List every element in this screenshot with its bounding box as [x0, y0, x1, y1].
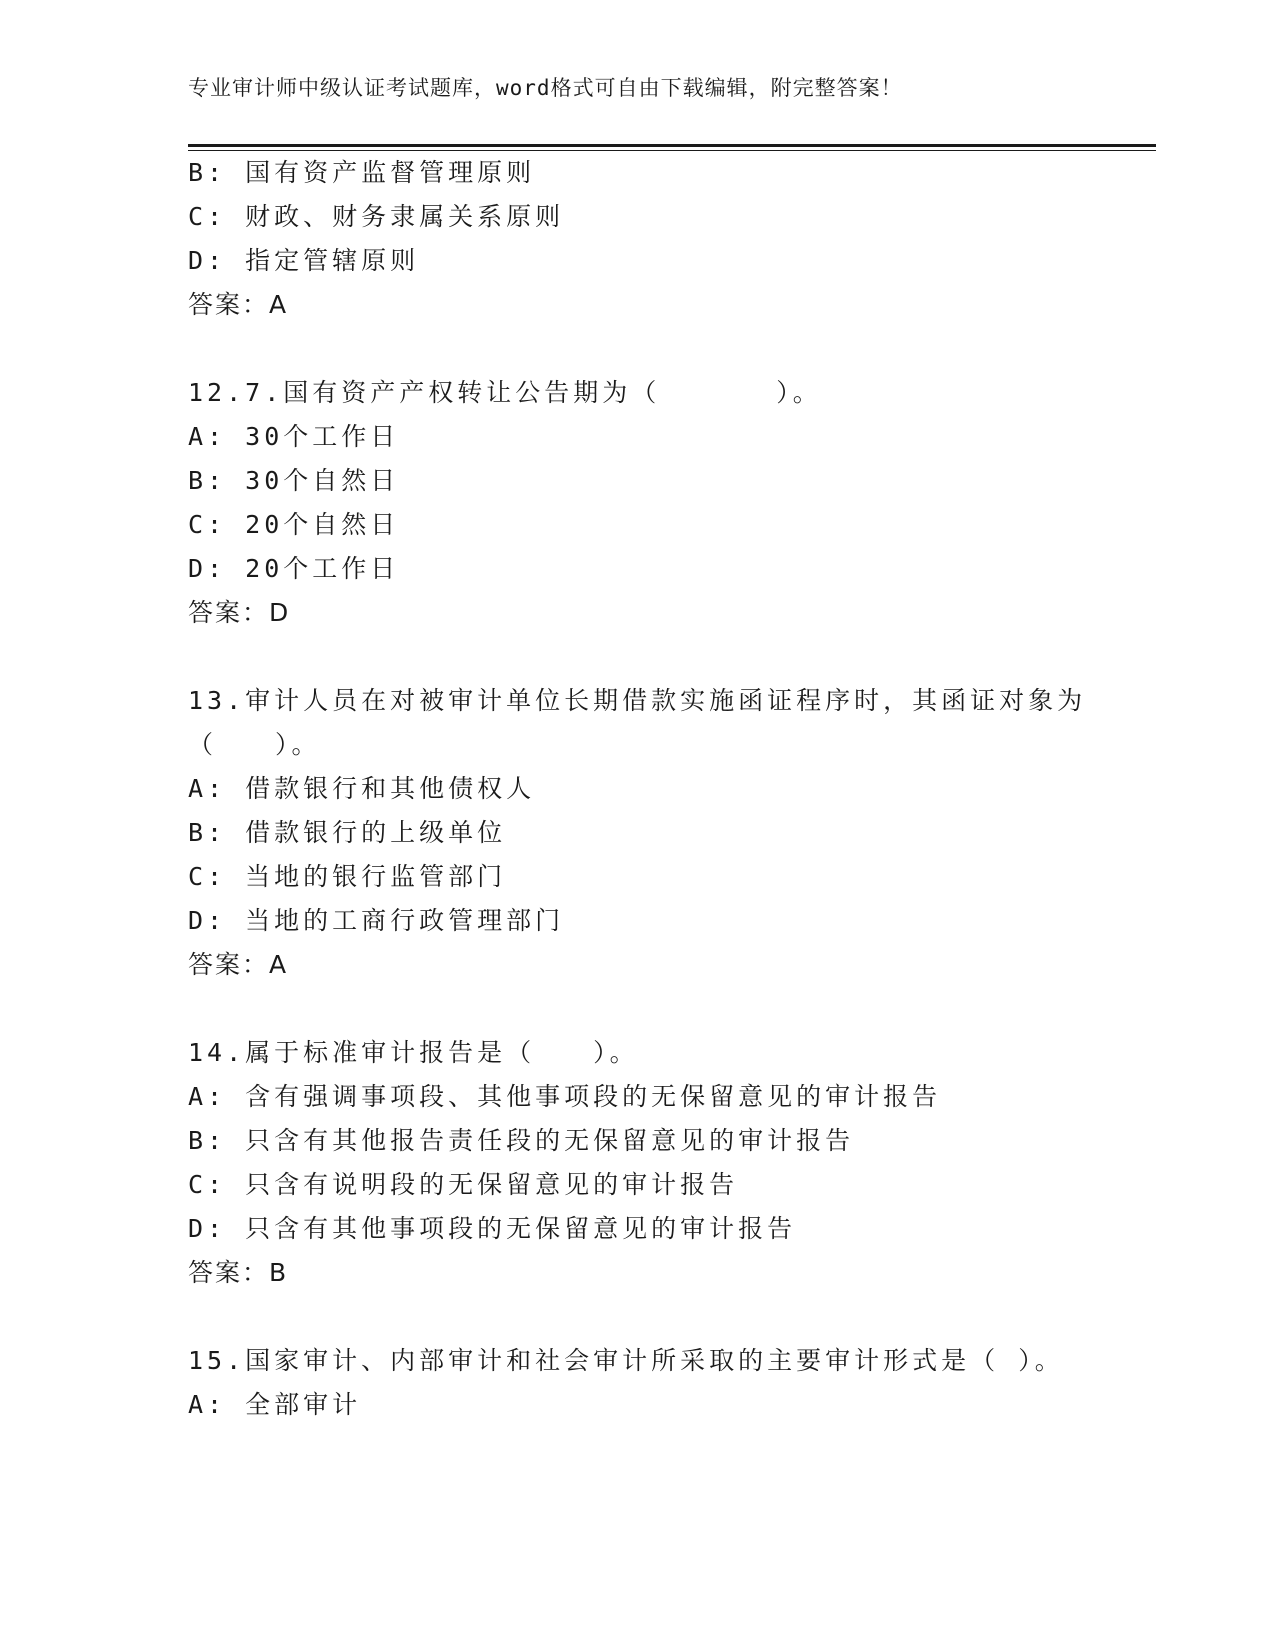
page-header: 专业审计师中级认证考试题库，word格式可自由下载编辑，附完整答案！	[188, 76, 903, 100]
line-16: D: 当地的工商行政管理部门	[188, 906, 565, 935]
question-14: 14.属于标准审计报告是（ ）。	[188, 1038, 639, 1067]
line-20: B: 只含有其他报告责任段的无保留意见的审计报告	[188, 1126, 855, 1155]
line-7: B: 30个自然日	[188, 466, 400, 495]
question-15: 15.国家审计、内部审计和社会审计所采取的主要审计形式是（ ）。	[188, 1346, 1064, 1375]
line-13: A: 借款银行和其他债权人	[188, 774, 536, 803]
question-12: 12.7.国有资产产权转让公告期为（ ）。	[188, 378, 822, 407]
header-rule-thick	[188, 144, 1156, 147]
line-15: C: 当地的银行监管部门	[188, 862, 507, 891]
header-rule-thin	[188, 150, 1156, 151]
line-1: B: 国有资产监督管理原则	[188, 158, 536, 187]
question-13: 13.审计人员在对被审计单位长期借款实施函证程序时，其函证对象为	[188, 686, 1087, 715]
line-8: C: 20个自然日	[188, 510, 400, 539]
line-19: A: 含有强调事项段、其他事项段的无保留意见的审计报告	[188, 1082, 942, 1111]
line-6: A: 30个工作日	[188, 422, 400, 451]
line-3: D: 指定管辖原则	[188, 246, 420, 275]
line-21: C: 只含有说明段的无保留意见的审计报告	[188, 1170, 739, 1199]
line-14: B: 借款银行的上级单位	[188, 818, 507, 847]
line-9: D: 20个工作日	[188, 554, 400, 583]
answer-line-4: 答案：B	[188, 1258, 289, 1287]
answer-line-1: 答案：A	[188, 290, 289, 319]
line-25: A: 全部审计	[188, 1390, 362, 1419]
line-22: D: 只含有其他事项段的无保留意见的审计报告	[188, 1214, 797, 1243]
line-2: C: 财政、财务隶属关系原则	[188, 202, 565, 231]
answer-line-2: 答案：D	[188, 598, 291, 627]
question-13-cont: （ ）。	[188, 730, 321, 759]
answer-line-3: 答案：A	[188, 950, 289, 979]
